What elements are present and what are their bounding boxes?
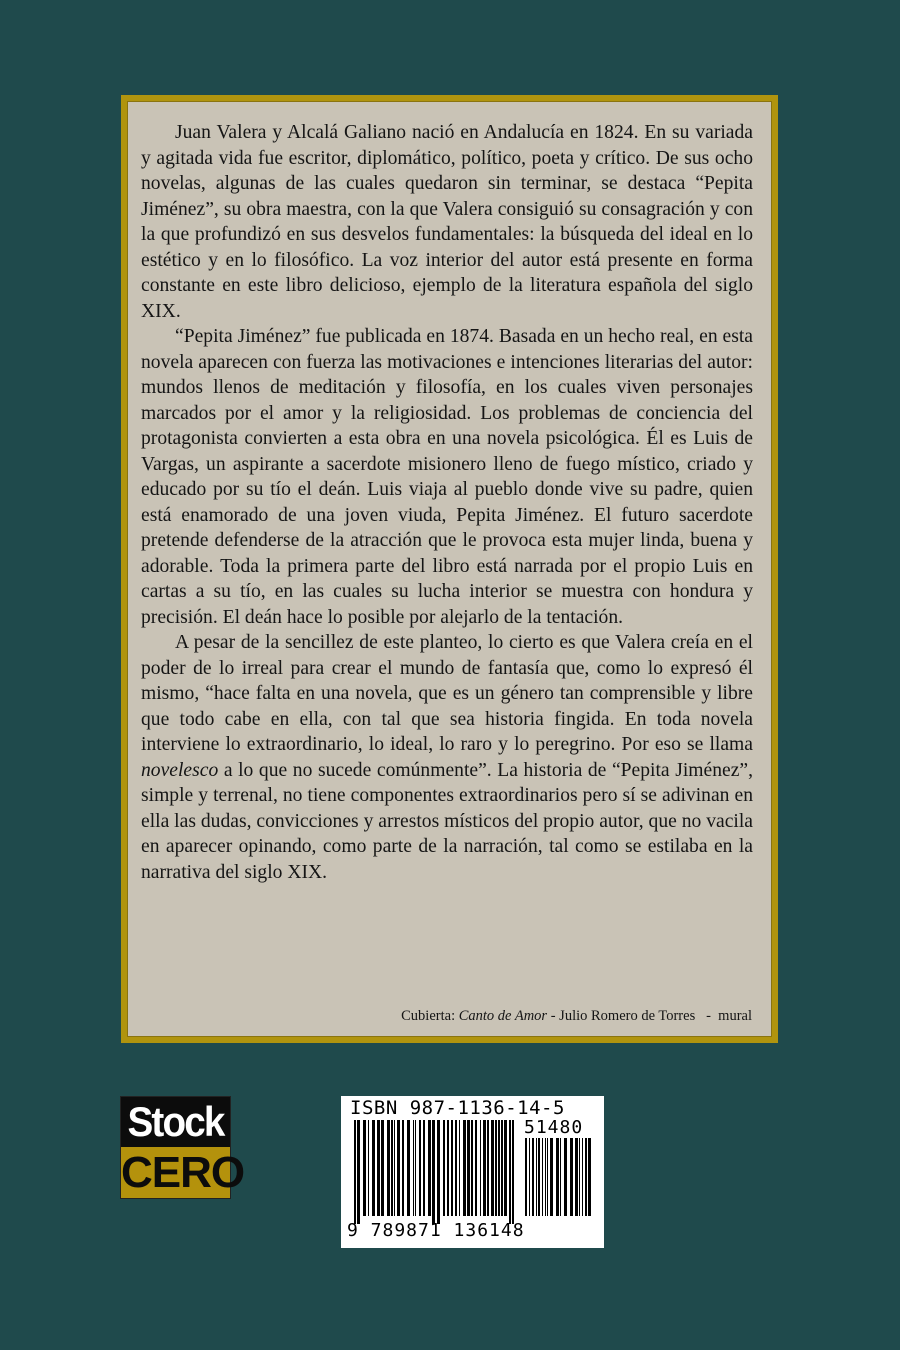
barcode-bar [413, 1120, 414, 1216]
barcode-bar [585, 1138, 587, 1216]
barcode-bar [402, 1120, 404, 1216]
barcode-bar [368, 1120, 369, 1216]
barcode-bar [391, 1120, 393, 1216]
logo-stock-text: Stock [127, 1098, 224, 1145]
barcode-bar [487, 1120, 489, 1216]
barcode-addon-bars [525, 1138, 595, 1224]
barcode-bar [498, 1120, 500, 1216]
barcode-bar [525, 1138, 527, 1216]
barcode-bar [564, 1138, 567, 1216]
barcode-bar [447, 1120, 449, 1216]
barcode-bar [588, 1138, 591, 1216]
isbn-number: ISBN 987-1136-14-5 [350, 1097, 565, 1119]
barcode-bar [419, 1120, 421, 1216]
cover-credit [401, 1008, 752, 1025]
barcode-bar [509, 1120, 511, 1224]
credit-artist: - Julio Romero de Torres - mural [547, 1008, 752, 1024]
barcode-bar [545, 1138, 546, 1216]
ean-digits: 9 789871 136148 [347, 1220, 525, 1241]
barcode-bar [407, 1120, 410, 1216]
barcode-bar [556, 1138, 559, 1216]
blurb-paragraph-3-end: a lo que no sucede comúnmente”. La historia de “Pepita Jiménez”, simple y terrenal, no tiene componentes extraordinarios pero sí se adivinan en ella las dudas, convicciones y arrestos místicos del propio autor, que no vacila en aparecer opinando, como parte de la narración, tal como se estilaba en la narrativa del siglo XIX. [141, 759, 753, 883]
credit-label: Cubierta: [401, 1008, 459, 1024]
barcode-bar [415, 1120, 416, 1216]
barcode-bar [495, 1120, 497, 1216]
credit-work-title: Canto de Amor [458, 1008, 548, 1024]
barcode-bar [475, 1120, 477, 1216]
barcode-bar [542, 1138, 543, 1216]
barcode-bar [354, 1120, 356, 1224]
barcode-bar [432, 1120, 435, 1224]
back-cover-blurb [141, 120, 753, 885]
barcode-bar [463, 1120, 466, 1216]
barcode-bar [504, 1120, 507, 1216]
barcode-bar [397, 1120, 400, 1216]
barcode-bar [491, 1120, 494, 1216]
barcode-bar [483, 1120, 486, 1216]
barcode-bar [437, 1120, 440, 1224]
barcode-bar [532, 1138, 534, 1216]
barcode-bar [459, 1120, 460, 1216]
barcode-bar [377, 1120, 380, 1216]
barcode-bar [357, 1120, 360, 1224]
barcode-bar [387, 1120, 390, 1216]
barcode-bar [550, 1138, 553, 1216]
barcode-bar [423, 1120, 425, 1216]
barcode-main-bars [354, 1120, 516, 1224]
barcode-bar [443, 1120, 445, 1216]
barcode-bar [512, 1120, 514, 1224]
isbn-barcode [341, 1096, 604, 1248]
publisher-logo [121, 1097, 245, 1198]
barcode-bar [363, 1120, 366, 1216]
barcode-bar [501, 1120, 503, 1216]
barcode-bar [547, 1138, 548, 1216]
barcode-bar [372, 1120, 375, 1216]
barcode-bar [451, 1120, 453, 1216]
barcode-bar [455, 1120, 457, 1216]
blurb-paragraph-1: Juan Valera y Alcalá Galiano nació en Andalucía en 1824. En su variada y agitada vida fue escritor, diplomático, político, poeta y crítico. De sus ocho novelas, algunas de las cuales quedaron sin terminar, se destaca “Pepita Jiménez”, su obra maestra, con la que Valera consiguió su consagración y con la que profundizó en sus desvelos fundamentales: la búsqueda del ideal en lo estético y en lo filosófico. La voz interior del autor está presente en forma constante en este libro delicioso, ejemplo de la literatura española del siglo XIX. [141, 122, 753, 322]
blurb-paragraph-2: “Pepita Jiménez” fue publicada en 1874. Basada en un hecho real, en esta novela aparecen con fuerza las motivaciones e intenciones literarias del autor: mundos llenos de meditación y filosofía, en los cuales viven personajes marcados por el amor y la religiosidad. Los problemas de conciencia del protagonista convierten a esta obra en una novela psicológica. Él es Luis de Vargas, un aspirante a sacerdote misionero lleno de fuego místico, criado y educado por su tío el deán. Luis viaja al pueblo donde vive su padre, quien está enamorado de una joven viuda, Pepita Jiménez. El futuro sacerdote pretende defenderse de la atracción que le provoca esta mujer linda, buena y adorable. Toda la primera parte del libro está narrada por el propio Luis en cartas a su tío, en las cuales su lucha interior se muestra con hondura y precisión. El deán hace lo posible por alejarlo de la tentación. [141, 326, 753, 628]
barcode-bar [575, 1138, 578, 1216]
barcode-bar [560, 1138, 561, 1216]
barcode-bar [467, 1120, 470, 1216]
blurb-italic-word: novelesco [141, 759, 219, 781]
blurb-paragraph-3 [141, 630, 753, 885]
logo-cero-text: CERO [121, 1148, 245, 1197]
barcode-bar [471, 1120, 473, 1216]
barcode-bar [570, 1138, 573, 1216]
barcode-bar [529, 1138, 530, 1216]
barcode-bar [381, 1120, 384, 1216]
barcode-bar [428, 1120, 431, 1216]
barcode-addon-digits: 51480 [524, 1117, 584, 1138]
barcode-bar [579, 1138, 580, 1216]
blurb-paragraph-3-start: A pesar de la sencillez de este planteo, lo cierto es que Valera creía en el poder de lo irreal para crear el mundo de fantasía que, como lo expresó él mismo, “hace falta en una novela, que es un género tan comprensible y libre que todo cabe en ella, con tal que sea historia fingida. En toda novela interviene lo extraordinario, lo ideal, lo raro y lo peregrino. Por eso se llama [141, 632, 753, 755]
barcode-bar [582, 1138, 583, 1216]
barcode-bar [394, 1120, 395, 1216]
barcode-bar [536, 1138, 537, 1216]
barcode-bar [480, 1120, 481, 1216]
barcode-bar [538, 1138, 540, 1216]
